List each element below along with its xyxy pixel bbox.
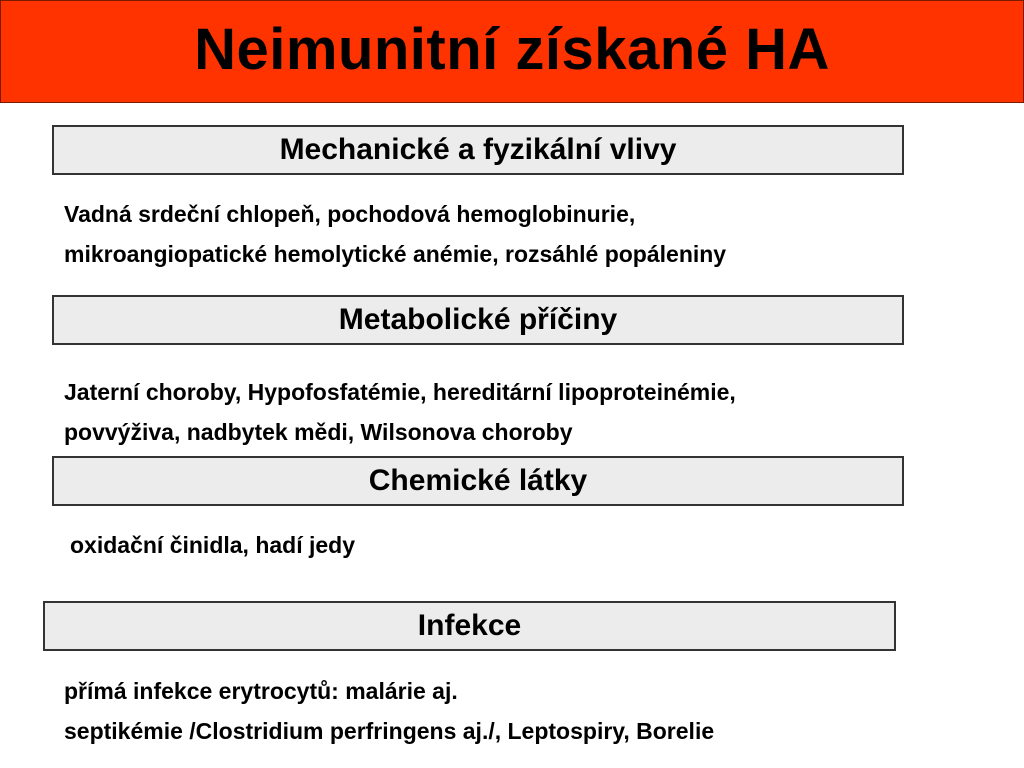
section-text-chemical xyxy=(70,525,355,565)
section-heading-label: Infekce xyxy=(417,609,522,642)
text-line: přímá infekce erytrocytů: malárie aj. xyxy=(64,678,458,704)
text-line: povvýživa, nadbytek mědi, Wilsonova choroby xyxy=(64,419,573,445)
section-text-infection xyxy=(64,671,714,751)
slide-title: Neimunitní získané HA xyxy=(194,17,830,82)
text-line: oxidační činidla, hadí jedy xyxy=(70,532,356,558)
section-heading-metabolic xyxy=(52,295,904,345)
section-text-metabolic xyxy=(64,372,736,452)
section-heading-label: Chemické látky xyxy=(368,464,588,497)
text-line: septikémie /Clostridium perfringens aj./, Leptospiry, Borelie xyxy=(64,718,715,744)
section-heading-label: Metabolické příčiny xyxy=(338,303,618,336)
title-bar xyxy=(0,0,1024,103)
text-line: mikroangiopatické hemolytické anémie, rozsáhlé popáleniny xyxy=(64,241,727,267)
section-heading-mechanical xyxy=(52,125,904,175)
text-line: Vadná srdeční chlopeň, pochodová hemoglobinurie, xyxy=(64,201,636,227)
section-text-mechanical xyxy=(64,194,726,274)
section-heading-label: Mechanické a fyzikální vlivy xyxy=(279,133,677,166)
section-heading-chemical xyxy=(52,456,904,506)
section-heading-infection xyxy=(43,601,896,651)
text-line: Jaterní choroby, Hypofosfatémie, hereditární lipoproteinémie, xyxy=(64,379,736,405)
